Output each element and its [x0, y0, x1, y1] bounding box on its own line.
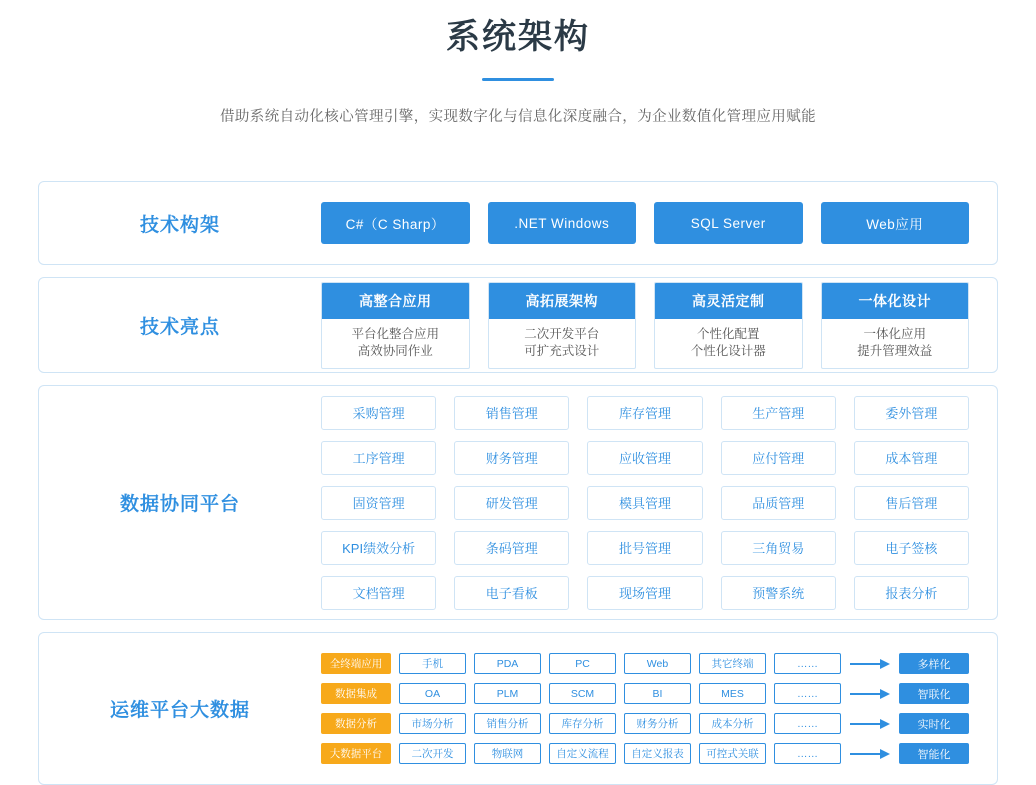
module-chip[interactable]: 报表分析: [854, 576, 969, 610]
ops-cell[interactable]: ……: [774, 713, 841, 734]
ops-cell[interactable]: PC: [549, 653, 616, 674]
ops-row: [321, 743, 969, 764]
ops-row-tag: 全终端应用: [321, 653, 391, 674]
module-chip[interactable]: 文档管理: [321, 576, 436, 610]
module-chip[interactable]: 工序管理: [321, 441, 436, 475]
tech-frame-row: [321, 202, 997, 244]
highlight-card-line: 二次开发平台: [524, 326, 600, 341]
ops-cell[interactable]: BI: [624, 683, 691, 704]
module-chip[interactable]: 库存管理: [587, 396, 702, 430]
highlight-card-body: [655, 319, 802, 368]
module-chip[interactable]: 应付管理: [721, 441, 836, 475]
section-body-ops: [321, 653, 997, 764]
page-title: 系统架构: [446, 18, 590, 56]
highlight-card[interactable]: [488, 282, 637, 369]
page-subtitle: 借助系统自动化核心管理引擎，实现数字化与信息化深度融合，为企业数值化管理应用赋能: [220, 109, 816, 125]
highlight-card-line: 平台化整合应用: [351, 326, 439, 341]
module-chip[interactable]: 三角贸易: [721, 531, 836, 565]
module-chip[interactable]: 电子看板: [454, 576, 569, 610]
ops-row-tag: 数据集成: [321, 683, 391, 704]
ops-cell[interactable]: ……: [774, 653, 841, 674]
highlights-row: [321, 282, 997, 369]
highlight-card[interactable]: [321, 282, 470, 369]
module-chip[interactable]: 成本管理: [854, 441, 969, 475]
ops-row-result: 多样化: [899, 653, 969, 674]
ops-cell[interactable]: 自定义流程: [549, 743, 616, 764]
ops-cell[interactable]: 可控式关联: [699, 743, 766, 764]
section-label-ops: 运维平台大数据: [109, 700, 250, 721]
ops-cell[interactable]: 库存分析: [549, 713, 616, 734]
section-label-highlights: 技术亮点: [139, 316, 220, 338]
module-chip[interactable]: 条码管理: [454, 531, 569, 565]
ops-cell[interactable]: 其它终端: [699, 653, 766, 674]
ops-row: [321, 683, 969, 704]
module-chip[interactable]: 委外管理: [854, 396, 969, 430]
highlight-card-body: [822, 319, 969, 368]
section-data-platform: [38, 385, 998, 620]
module-chip[interactable]: 研发管理: [454, 486, 569, 520]
section-label-data-platform: 数据协同平台: [119, 494, 240, 515]
arrow-right-icon: [849, 713, 891, 734]
module-chip[interactable]: 预警系统: [721, 576, 836, 610]
ops-cell[interactable]: 财务分析: [624, 713, 691, 734]
section-body-highlights: [321, 282, 997, 369]
ops-grid: [321, 653, 997, 764]
highlight-card-line: 提升管理效益: [857, 343, 933, 358]
ops-row-tag: 数据分析: [321, 713, 391, 734]
ops-cell[interactable]: 自定义报表: [624, 743, 691, 764]
module-chip[interactable]: 财务管理: [454, 441, 569, 475]
ops-cell[interactable]: ……: [774, 743, 841, 764]
highlight-card-title: 一体化设计: [822, 283, 969, 319]
highlight-card[interactable]: [821, 282, 970, 369]
ops-cell[interactable]: Web: [624, 653, 691, 674]
highlight-card-title: 高灵活定制: [655, 283, 802, 319]
ops-cell[interactable]: PDA: [474, 653, 541, 674]
highlight-card[interactable]: [654, 282, 803, 369]
module-chip[interactable]: 品质管理: [721, 486, 836, 520]
section-highlights: [38, 277, 998, 373]
ops-cell[interactable]: ……: [774, 683, 841, 704]
module-chip[interactable]: 固资管理: [321, 486, 436, 520]
ops-cell[interactable]: OA: [399, 683, 466, 704]
tech-frame-chip[interactable]: SQL Server: [654, 202, 803, 244]
module-chip[interactable]: 售后管理: [854, 486, 969, 520]
module-chip[interactable]: KPI绩效分析: [321, 531, 436, 565]
ops-row-result: 智联化: [899, 683, 969, 704]
section-body-tech-frame: [321, 202, 997, 244]
ops-cell[interactable]: MES: [699, 683, 766, 704]
arrow-right-icon: [849, 683, 891, 704]
highlight-card-body: [322, 319, 469, 368]
ops-row: [321, 713, 969, 734]
highlight-card-line: 一体化应用: [863, 326, 926, 341]
module-chip[interactable]: 模具管理: [587, 486, 702, 520]
ops-cell[interactable]: 销售分析: [474, 713, 541, 734]
ops-row: [321, 653, 969, 674]
module-chip[interactable]: 批号管理: [587, 531, 702, 565]
module-chip[interactable]: 销售管理: [454, 396, 569, 430]
arrow-right-icon: [849, 743, 891, 764]
module-grid: [321, 396, 997, 610]
ops-row-result: 智能化: [899, 743, 969, 764]
module-chip[interactable]: 生产管理: [721, 396, 836, 430]
arrow-right-icon: [849, 653, 891, 674]
tech-frame-chip[interactable]: Web应用: [821, 202, 970, 244]
highlight-card-line: 个性化配置: [696, 326, 760, 341]
tech-frame-chip[interactable]: .NET Windows: [488, 202, 637, 244]
section-ops-big-data: [38, 632, 998, 785]
ops-cell[interactable]: 市场分析: [399, 713, 466, 734]
highlight-card-title: 高整合应用: [322, 283, 469, 319]
header: [0, 0, 1036, 126]
highlight-card-line: 个性化设计器: [690, 343, 766, 358]
module-chip[interactable]: 应收管理: [587, 441, 702, 475]
title-underline: [482, 78, 554, 81]
ops-cell[interactable]: 二次开发: [399, 743, 466, 764]
ops-cell[interactable]: 物联网: [474, 743, 541, 764]
ops-row-result: 实时化: [899, 713, 969, 734]
highlight-card-body: [489, 319, 636, 368]
ops-cell[interactable]: SCM: [549, 683, 616, 704]
ops-row-tag: 大数据平台: [321, 743, 391, 764]
module-chip[interactable]: 现场管理: [587, 576, 702, 610]
highlight-card-line: 可扩充式设计: [524, 343, 600, 358]
module-chip[interactable]: 电子签核: [854, 531, 969, 565]
ops-cell[interactable]: 成本分析: [699, 713, 766, 734]
highlight-card-line: 高效协同作业: [357, 343, 433, 358]
tech-frame-chip[interactable]: C#（C Sharp）: [321, 202, 470, 244]
section-label-tech-frame: 技术构架: [139, 214, 220, 236]
ops-cell[interactable]: PLM: [474, 683, 541, 704]
module-chip[interactable]: 采购管理: [321, 396, 436, 430]
highlight-card-title: 高拓展架构: [489, 283, 636, 319]
section-tech-frame: [38, 181, 998, 265]
section-body-data-platform: [321, 396, 997, 610]
ops-cell[interactable]: 手机: [399, 653, 466, 674]
